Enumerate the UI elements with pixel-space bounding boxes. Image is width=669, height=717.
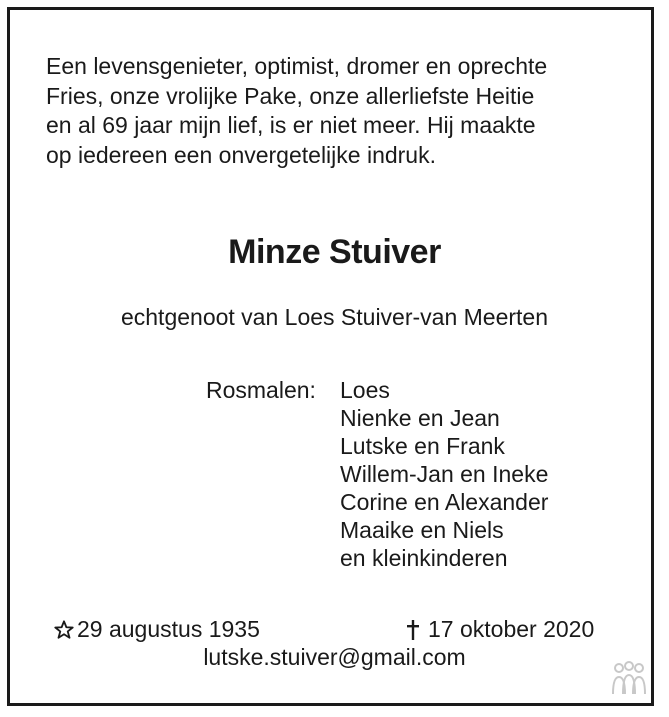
contact-email: lutske.stuiver@gmail.com [203,644,466,670]
birth-date: 29 augustus 1935 [77,616,260,642]
family-member: Lutske en Frank [340,433,505,459]
death-date: 17 oktober 2020 [428,616,595,642]
death-date-line [406,616,594,643]
family-member: en kleinkinderen [340,545,508,571]
birth-date-line [53,616,260,643]
family-member: Corine en Alexander [340,489,549,515]
deceased-name: Minze Stuiver [228,233,441,271]
star-outline-icon [53,619,75,641]
family-member: Loes [340,377,390,403]
cross-icon [406,620,420,640]
family-member: Maaike en Niels [340,517,504,543]
family-list [340,376,548,572]
family-member: Nienke en Jean [340,405,500,431]
family-place: Rosmalen: [206,377,316,403]
spouse-line: echtgenoot van Loes Stuiver-van Meerten [120,304,549,330]
intro-line: en al 69 jaar mijn lief, is er niet meer. Hij maakte [46,112,536,138]
intro-line: Een levensgenieter, optimist, dromer en oprechte [46,53,548,79]
intro-line: Fries, onze vrolijke Pake, onze allerliefste Heitie [46,82,535,109]
intro-line: op iedereen een onvergetelijke indruk. [46,141,436,168]
family-member: Willem-Jan en Ineke [340,461,549,487]
intro-text [46,52,646,170]
family-figures-logo [609,660,649,700]
